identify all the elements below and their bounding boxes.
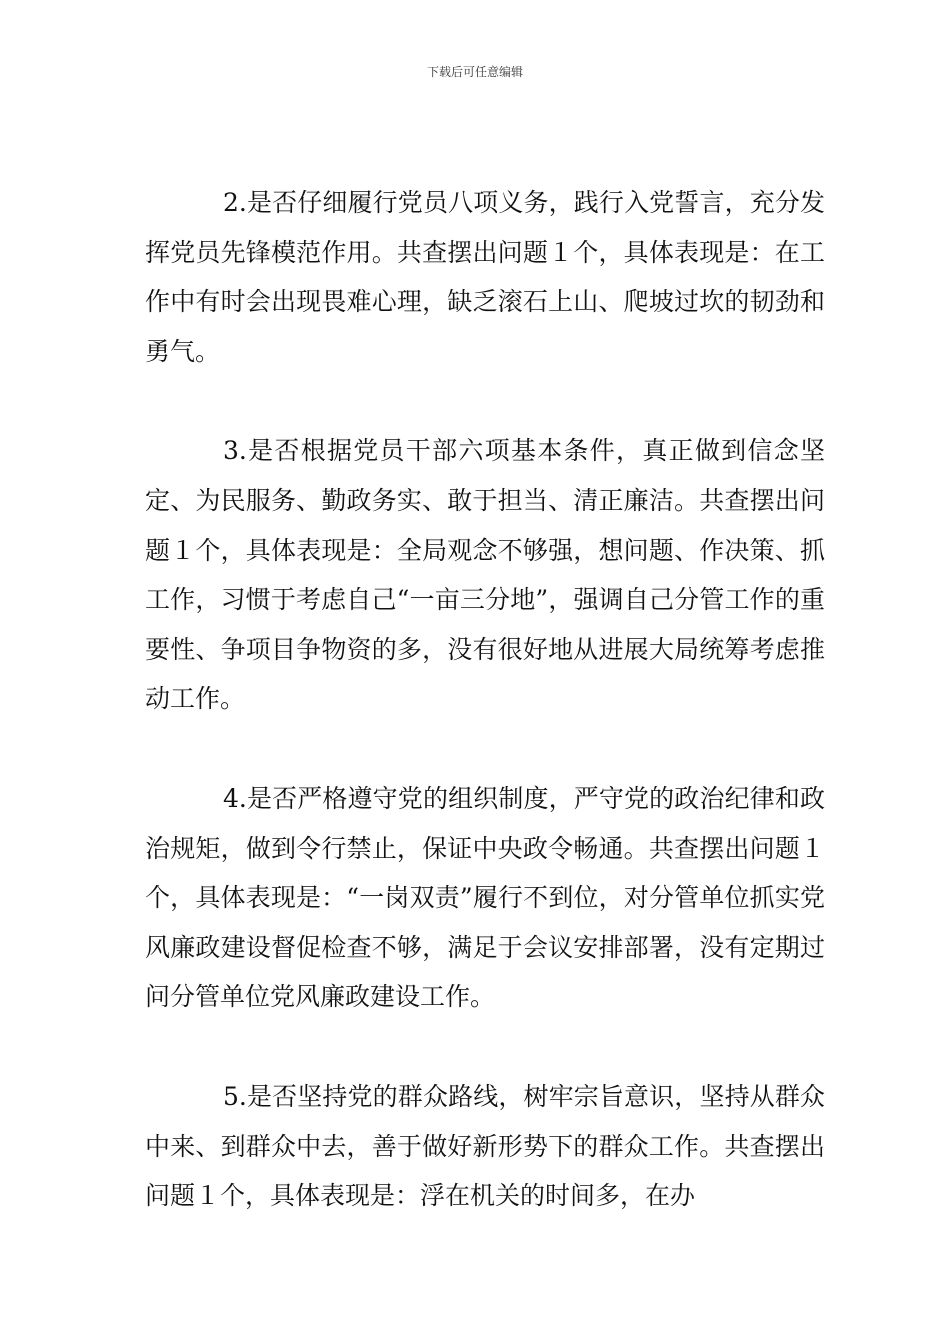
- page-header: 下载后可任意编辑: [426, 65, 523, 79]
- paragraph-item-4: 4.是否严格遵守党的组织制度，严守党的政治纪律和政治规矩，做到令行禁止，保证中央政令畅通。共查摆出问题１个，具体表现是：“一岗双责”履行不到位，对分管单位抓实党风廉政建设督促检查不够，满足于会议安排部署，没有定期过问分管单位党风廉政建设工作。: [145, 783, 825, 1012]
- paragraph-item-3: 3.是否根据党员干部六项基本条件，真正做到信念坚定、为民服务、勤政务实、敢于担当、清正廉洁。共查摆出问题１个，具体表现是：全局观念不够强，想问题、作决策、抓工作，习惯于考虑自己“一亩三分地”，强调自己分管工作的重要性、争项目争物资的多，没有很好地从进展大局统筹考虑推动工作。: [145, 436, 825, 714]
- paragraph-item-5: 5.是否坚持党的群众路线，树牢宗旨意识，坚持从群众中来、到群众中去，善于做好新形势下的群众工作。共查摆出问题１个，具体表现是：浮在机关的时间多，在办: [145, 1081, 825, 1211]
- paragraph-item-2: 2.是否仔细履行党员八项义务，践行入党誓言，充分发挥党员先锋模范作用。共查摆出问题１个，具体表现是：在工作中有时会出现畏难心理，缺乏滚石上山、爬坡过坎的韧劲和勇气。: [145, 188, 825, 366]
- document-body: [145, 178, 825, 1221]
